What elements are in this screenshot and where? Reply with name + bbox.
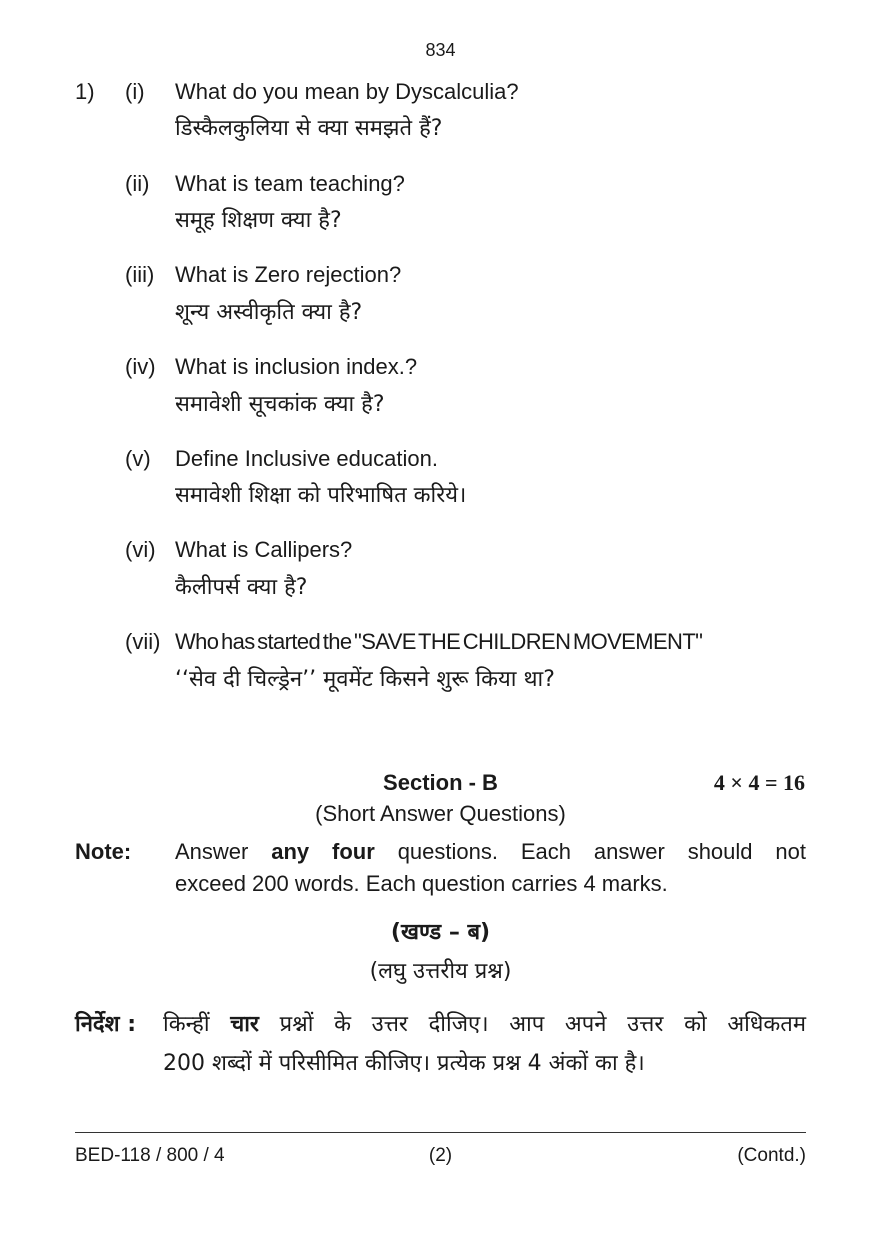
hindi-note-label: निर्देश : <box>75 1012 137 1037</box>
hindi-section-subtitle: (लघु उत्तरीय प्रश्न) <box>369 959 512 984</box>
note-text-bold: any four <box>271 839 375 864</box>
question-numeral: (iii) <box>125 262 155 287</box>
footer-code: BED-118 / 800 / 4 <box>75 1145 225 1166</box>
question-text-hi: ‘‘सेव दी चिल्ड्रेन’’ मूवमेंट किसने शुरू किया था? <box>175 667 555 692</box>
question-numeral: (iv) <box>125 354 156 379</box>
hindi-note-text <box>163 1011 806 1039</box>
hindi-note-pre: किन्हीं <box>163 1012 231 1037</box>
question-text-hi: समूह शिक्षण क्या है? <box>175 208 342 233</box>
note-text-post: questions. Each answer should not <box>374 839 806 864</box>
note-label: Note: <box>75 839 132 864</box>
question-text-hi: समावेशी सूचकांक क्या है? <box>175 392 385 417</box>
footer-divider <box>75 1132 806 1133</box>
question-text-en: Define Inclusive education. <box>175 446 438 471</box>
question-numeral: (ii) <box>125 171 150 196</box>
question-text-en: Who has started the "SAVE THE CHILDREN MOVEMENT" <box>175 629 703 654</box>
note-text <box>175 839 806 865</box>
question-numeral: (i) <box>125 79 145 104</box>
footer-page-number: (2) <box>428 1145 453 1166</box>
question-text-hi: कैलीपर्स क्या है? <box>175 575 308 600</box>
question-text-en: What is inclusion index.? <box>175 354 418 379</box>
question-numeral: (vii) <box>125 629 161 654</box>
page-number: 834 <box>425 40 456 60</box>
hindi-note-post: प्रश्नों के उत्तर दीजिए। आप अपने उत्तर को अधिकतम <box>258 1012 806 1037</box>
section-b-subtitle: (Short Answer Questions) <box>315 801 566 826</box>
hindi-note-bold: चार <box>230 1012 259 1037</box>
note-text-line2: exceed 200 words. Each question carries 4 marks. <box>175 871 668 896</box>
question-text-en: What do you mean by Dyscalculia? <box>175 79 519 104</box>
question-text-en: What is Zero rejection? <box>175 262 402 287</box>
footer-contd: (Contd.) <box>737 1145 806 1166</box>
question-text-hi: समावेशी शिक्षा को परिभाषित करिये। <box>175 483 467 508</box>
question-numeral: (v) <box>125 446 151 471</box>
question-text-hi: डिस्कैलकुलिया से क्या समझते हैं? <box>175 116 443 141</box>
hindi-note-line2: 200 शब्दों में परिसीमित कीजिए। प्रत्येक प्रश्न 4 अंकों का है। <box>163 1051 645 1076</box>
note-text-pre: Answer <box>175 839 272 864</box>
question-text-hi: शून्य अस्वीकृति क्या है? <box>175 300 363 325</box>
question-text-en: What is Callipers? <box>175 537 353 562</box>
question-number: 1) <box>75 79 95 104</box>
question-numeral: (vi) <box>125 537 156 562</box>
hindi-section-title: (खण्ड – ब) <box>390 920 491 945</box>
section-b-marks: 4 × 4 = 16 <box>713 770 805 795</box>
section-b-title: Section - B <box>383 770 498 795</box>
question-text-en: What is team teaching? <box>175 171 405 196</box>
